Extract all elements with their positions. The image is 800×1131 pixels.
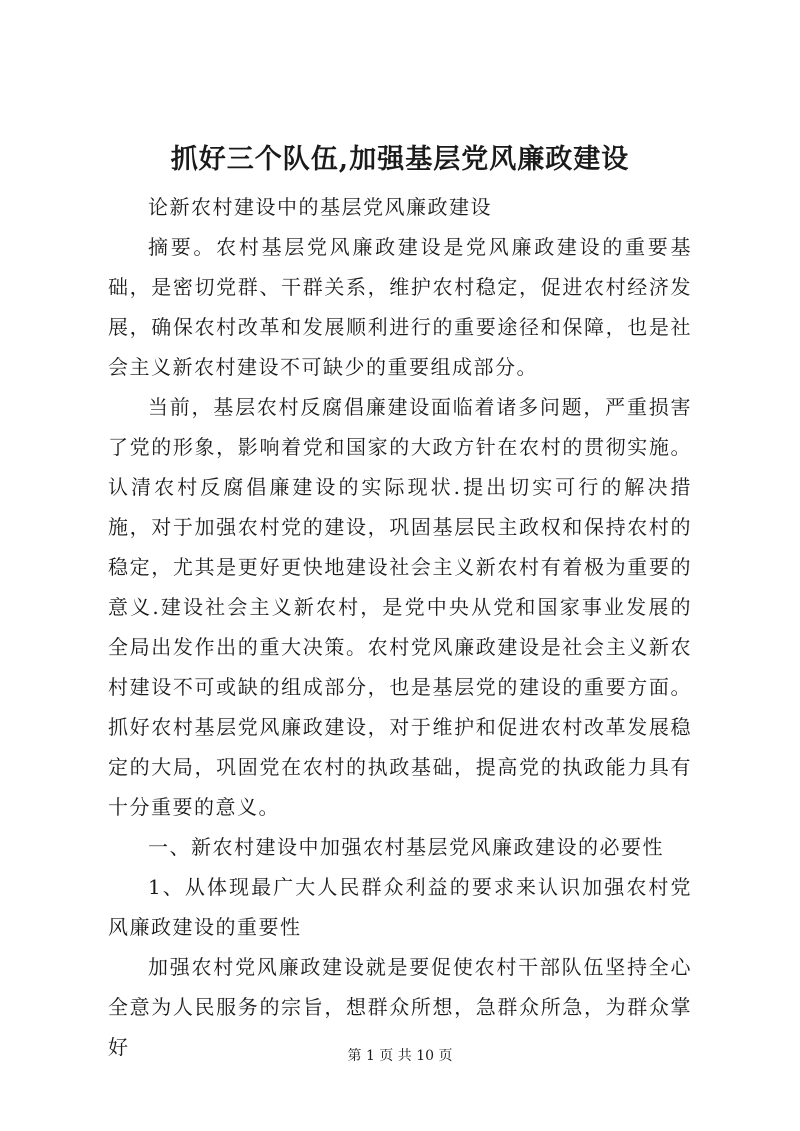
body-paragraph: 加强农村党风廉政建设就是要促使农村干部队伍坚持全心全意为人民服务的宗旨，想群众所想，急群众所急，为群众掌好 (108, 955, 692, 1059)
body-paragraph: 当前，基层农村反腐倡廉建设面临着诸多问题，严重损害了党的形象，影响着党和国家的大政方针在农村的贯彻实施。认清农村反腐倡廉建设的实际现状.提出切实可行的解决措施，对于加强农村党的建设，巩固基层民主政权和保持农村的稳定，尤其是更好更快地建设社会主义新农村有着极为重要的意义.建设社会主义新农村，是党中央从党和国家事业发展的全局出发作出的重大决策。农村党风廉政建设是社会主义新农村建设不可或缺的组成部分，也是基层党的建设的重要方面。抓好农村基层党风廉政建设，对于维护和促进农村改革发展稳定的大局，巩固党在农村的执政基础，提高党的执政能力具有十分重要的意义。 (108, 395, 692, 819)
section-heading: 一、新农村建设中加强农村基层党风廉政建设的必要性 (148, 835, 664, 859)
page-footer: 第 1 页 共 10 页 (347, 1048, 453, 1064)
document-title: 抓好三个队伍,加强基层党风廉政建设 (170, 144, 630, 175)
subtitle-paragraph: 论新农村建设中的基层党风廉政建设 (148, 195, 492, 219)
document-body (108, 187, 692, 1067)
abstract-paragraph: 摘要。农村基层党风廉政建设是党风廉政建设的重要基础，是密切党群、干群关系，维护农村稳定，促进农村经济发展，确保农村改革和发展顺利进行的重要途径和保障，也是社会主义新农村建设不可缺少的重要组成部分。 (108, 235, 692, 379)
subsection-heading: 1、从体现最广大人民群众利益的要求来认识加强农村党风廉政建设的重要性 (108, 875, 692, 939)
